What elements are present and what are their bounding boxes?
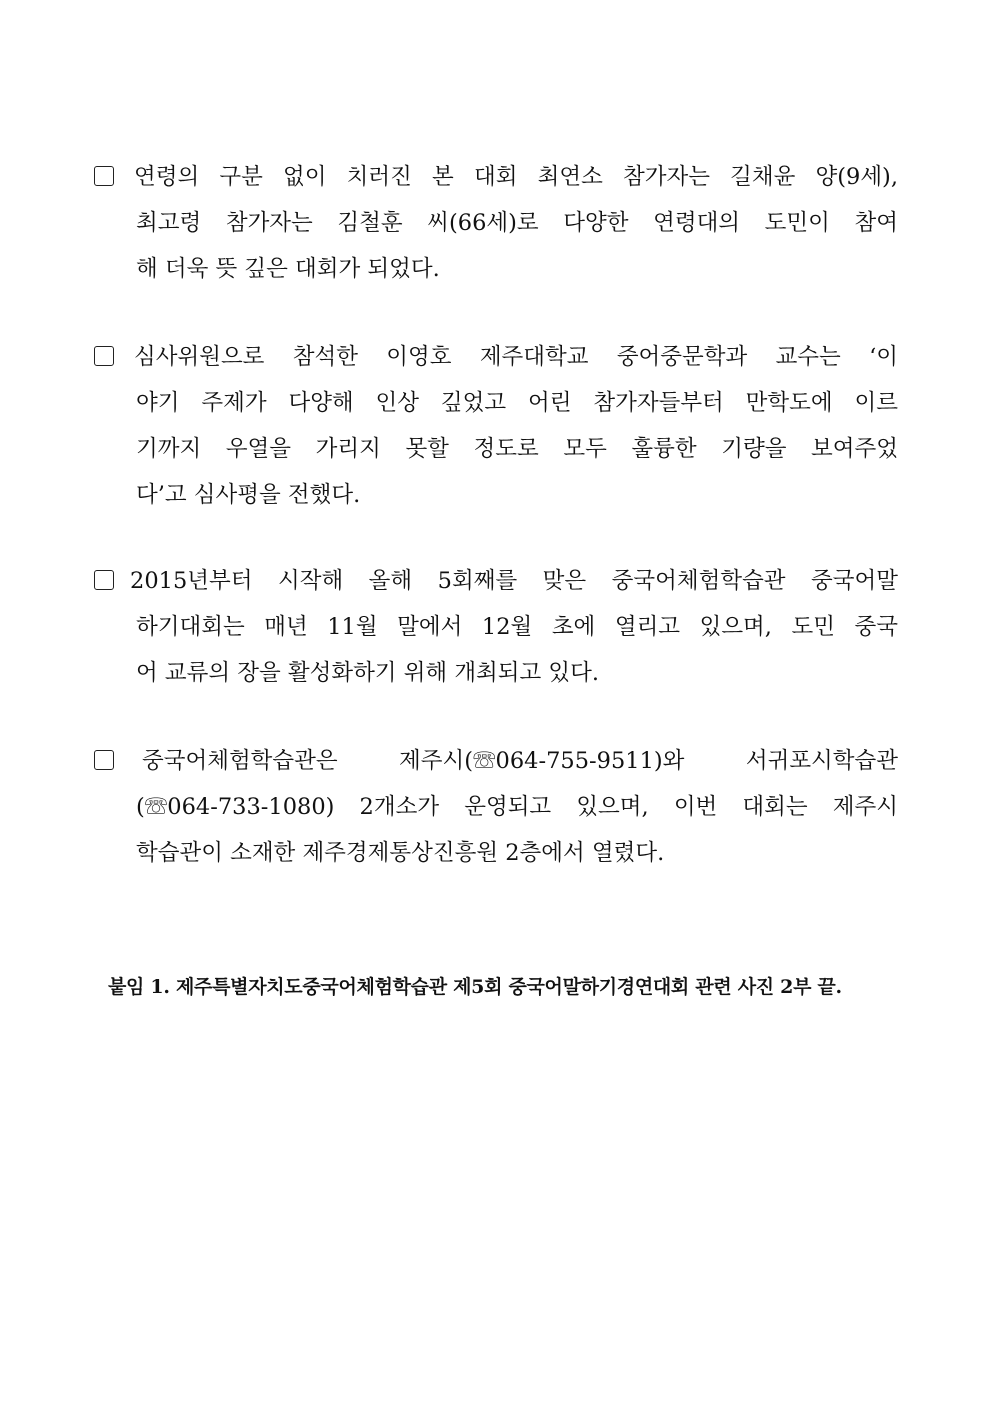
paragraph-text: 연령의 구분 없이 치러진 본 대회 최연소 참가자는 길채윤 양(9세), xyxy=(134,164,898,190)
paragraph-line xyxy=(94,334,898,380)
paragraph-text: 다’고 심사평을 전했다. xyxy=(136,482,361,508)
attachment-note xyxy=(108,972,892,1002)
paragraph-youngest-oldest xyxy=(94,154,898,292)
paragraph-line xyxy=(94,558,898,604)
checkbox-bullet-icon xyxy=(94,346,114,366)
attachment-text: 붙임 1. 제주특별자치도중국어체험학습관 제5회 중국어말하기경연대회 관련 사진 2부 끝. xyxy=(108,976,842,998)
paragraph-text: 2015년부터 시작해 올해 5회째를 맞은 중국어체험학습관 중국어말 xyxy=(130,568,898,594)
paragraph-text: 중국어체험학습관은 제주시(☏064-755-9511)와 서귀포시학습관 xyxy=(142,748,898,774)
paragraph-text: 심사위원으로 참석한 이영호 제주대학교 중어중문학과 교수는 ‘이 xyxy=(134,344,898,370)
paragraph-text: (☏064-733-1080) 2개소가 운영되고 있으며, 이번 대회는 제주시 xyxy=(136,794,898,820)
paragraph-contest-history xyxy=(94,558,898,696)
paragraph-text: 하기대회는 매년 11월 말에서 12월 초에 열리고 있으며, 도민 중국 xyxy=(136,614,898,640)
paragraph-line xyxy=(94,154,898,200)
paragraph-learning-centers xyxy=(94,738,898,876)
paragraph-line xyxy=(94,246,898,292)
paragraph-line xyxy=(94,380,898,426)
paragraph-text: 학습관이 소재한 제주경제통상진흥원 2층에서 열렸다. xyxy=(136,840,665,866)
paragraph-text: 기까지 우열을 가리지 못할 정도로 모두 훌륭한 기량을 보여주었 xyxy=(136,436,898,462)
paragraph-judge-review xyxy=(94,334,898,518)
checkbox-bullet-icon xyxy=(94,166,114,186)
checkbox-bullet-icon xyxy=(94,750,114,770)
checkbox-bullet-icon xyxy=(94,570,114,590)
paragraph-line xyxy=(94,200,898,246)
paragraph-line xyxy=(94,830,898,876)
paragraph-text: 어 교류의 장을 활성화하기 위해 개최되고 있다. xyxy=(136,660,600,686)
paragraph-line xyxy=(94,604,898,650)
paragraph-line xyxy=(94,784,898,830)
paragraph-text: 야기 주제가 다양해 인상 깊었고 어린 참가자들부터 만학도에 이르 xyxy=(136,390,898,416)
paragraph-line xyxy=(94,426,898,472)
paragraph-text: 최고령 참가자는 김철훈 씨(66세)로 다양한 연령대의 도민이 참여 xyxy=(136,210,898,236)
paragraph-text: 해 더욱 뜻 깊은 대회가 되었다. xyxy=(136,256,440,282)
paragraph-line xyxy=(94,472,898,518)
paragraph-line xyxy=(94,738,898,784)
paragraph-line xyxy=(94,650,898,696)
